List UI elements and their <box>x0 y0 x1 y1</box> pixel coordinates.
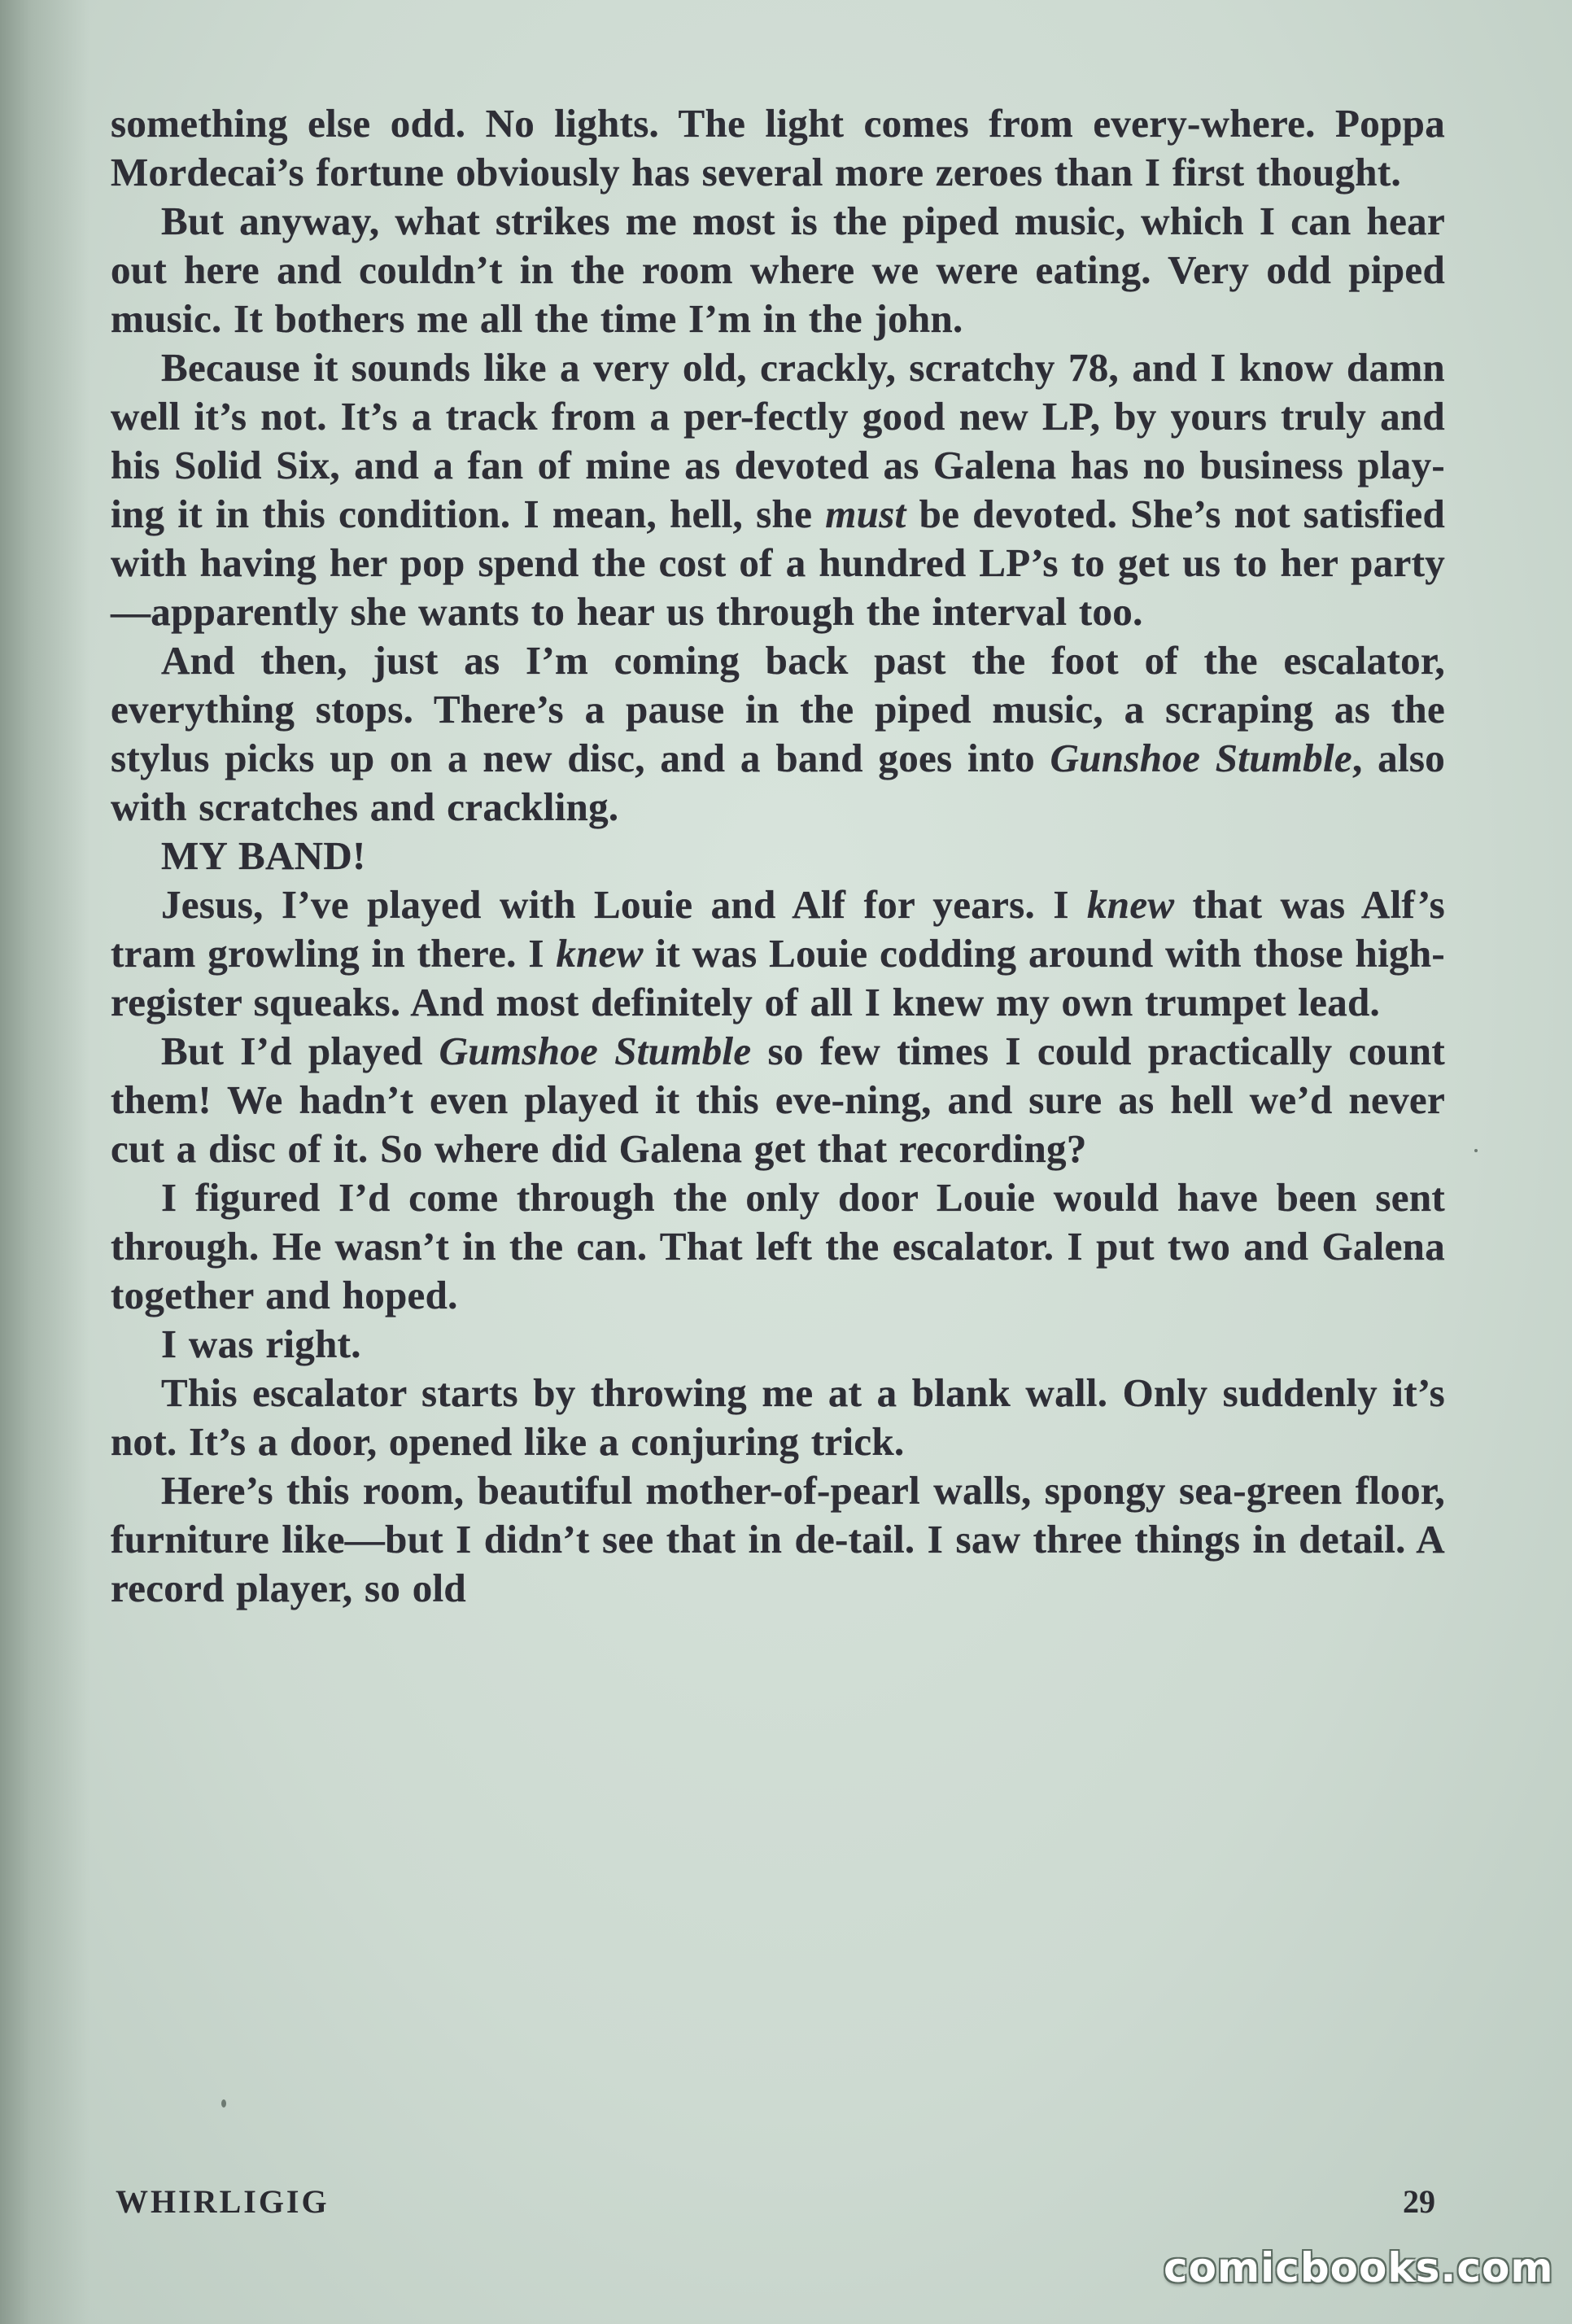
text-run: And then, just as I’m coming back past the foot of the escalator, everything stops. There’s a pause in the piped music, a scraping as the stylus picks up on a new disc, and a band goes into <box>111 638 1445 780</box>
paragraph <box>111 343 1445 636</box>
binding-gutter-shadow <box>0 0 90 2324</box>
text-run: be devoted. She’s not satisfied with having her pop spend the cost of a hundred LP’s to get us to her party—apparently she wants to hear us through the interval too. <box>111 491 1446 634</box>
text-run: I was right. <box>161 1321 361 1366</box>
text-run: something else odd. No lights. The light comes from every-where. Poppa Mordecai’s fortune obviously has several more zeroes than I first thought. <box>111 101 1445 194</box>
text-run: But I’d played <box>161 1029 439 1073</box>
text-run: But anyway, what strikes me most is the piped music, which I can hear out here and couldn’t in the room where we were eating. Very odd piped music. It bothers me all the time I’m in the john. <box>111 199 1445 341</box>
text-run: , also with scratches and crackling. <box>111 736 1445 829</box>
text-run: MY BAND! <box>161 833 366 878</box>
text-run: that was Alf’s tram growling in there. I <box>111 882 1446 976</box>
paragraph <box>111 99 1445 197</box>
italic-text: Gumshoe Stumble <box>439 1029 752 1073</box>
watermark-logo: comicbooks.com <box>1164 2244 1554 2291</box>
running-footer-title: WHIRLIGIG <box>116 2183 330 2220</box>
print-speck <box>221 2099 226 2108</box>
paragraph <box>111 1173 1445 1320</box>
print-speck <box>1474 1149 1478 1152</box>
page-number: 29 <box>1403 2183 1435 2220</box>
paragraph <box>111 880 1445 1027</box>
body-text <box>111 99 1445 1613</box>
paragraph <box>111 1466 1445 1613</box>
italic-text: knew <box>1086 882 1175 927</box>
paragraph <box>111 1320 1445 1369</box>
text-run: Here’s this room, beautiful mother-of-pearl walls, spongy sea-green floor, furniture like—but I didn’t see that in de-tail. I saw three things in detail. A record player, so old <box>111 1468 1445 1610</box>
italic-text: must <box>825 491 906 536</box>
paragraph <box>111 1027 1445 1173</box>
text-run: it was Louie codding around with those high-register squeaks. And most definitely of all I knew my own trumpet lead. <box>111 931 1445 1024</box>
paragraph <box>111 1369 1445 1466</box>
text-run: so few times I could practically count them! We hadn’t even played it this eve-ning, and sure as hell we’d never cut a disc of it. So where did Galena get that recording? <box>111 1029 1445 1171</box>
text-run: I figured I’d come through the only door Louie would have been sent through. He wasn’t in the can. That left the escalator. I put two and Galena together and hoped. <box>111 1175 1445 1317</box>
paragraph <box>111 636 1445 832</box>
paragraph <box>111 832 1445 880</box>
text-run: Because it sounds like a very old, crackly, scratchy 78, and I know damn well it’s not. It’s a track from a per-fectly good new LP, by yours truly and his Solid Six, and a fan of mine as devoted as Galena has no business play-ing it in this condition. I mean, hell, she <box>111 345 1445 536</box>
paragraph <box>111 197 1445 343</box>
italic-text: knew <box>556 931 644 976</box>
text-run: Jesus, I’ve played with Louie and Alf for years. I <box>161 882 1087 927</box>
italic-text: Gunshoe Stumble <box>1050 736 1352 780</box>
text-run: This escalator starts by throwing me at a blank wall. Only suddenly it’s not. It’s a door, opened like a conjuring trick. <box>111 1370 1445 1464</box>
